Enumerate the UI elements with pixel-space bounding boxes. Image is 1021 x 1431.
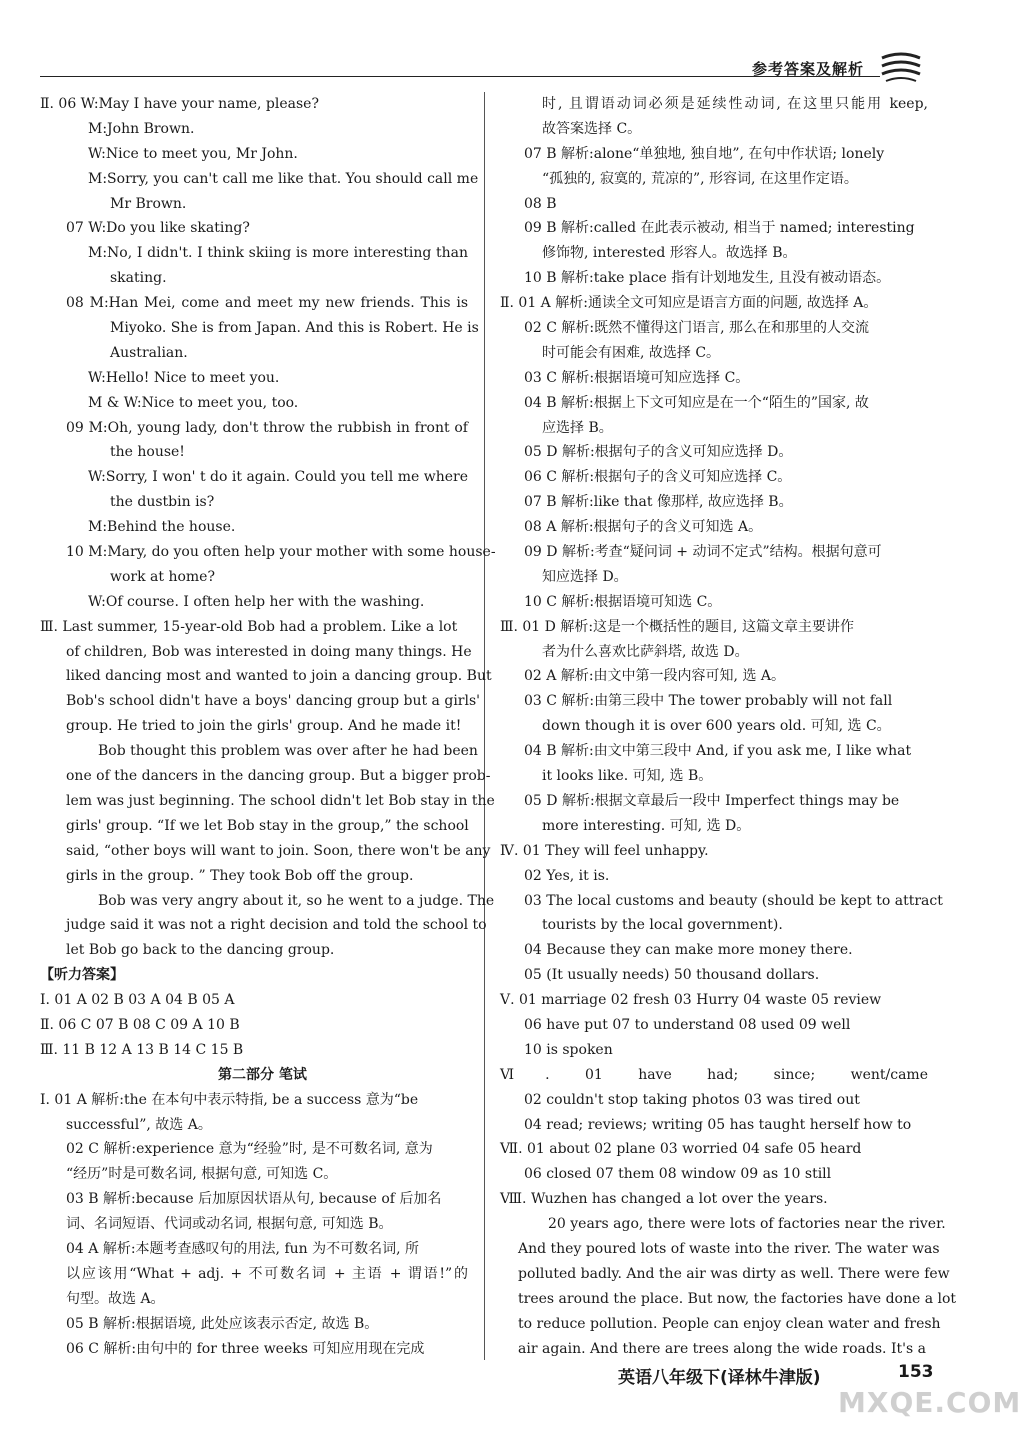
text-line: 故答案选择 C。 xyxy=(542,120,642,137)
book-stack-icon xyxy=(880,48,922,86)
text-line: 10 B 解析:take place 指有计划地发生, 且没有被动语态。 xyxy=(524,270,891,287)
text-line: 09 M:Oh, young lady, don't throw the rubbish in front of xyxy=(66,419,468,436)
text-line: 06 C 解析:根据句子的含义可知应选择 C。 xyxy=(524,469,792,486)
text-line: 09 D 解析:考查“疑问词 + 动词不定式”结构。根据句意可 xyxy=(524,544,882,561)
text-line: 05 (It usually needs) 50 thousand dollars. xyxy=(524,967,820,984)
text-line: 20 years ago, there were lots of factories near the river. xyxy=(548,1216,946,1233)
text-line: 04 A 解析:本题考查感叹句的用法, fun 为不可数名词, 所 xyxy=(66,1240,420,1257)
text-line: “经历”时是可数名词, 根据句意, 可知选 C。 xyxy=(66,1166,338,1183)
text-line: 05 B 解析:根据语境, 此处应该表示否定, 故选 B。 xyxy=(66,1315,379,1332)
text-line: Australian. xyxy=(110,344,188,361)
text-line: down though it is over 600 years old. 可知, 选 C。 xyxy=(542,718,891,735)
header-title: 参考答案及解析 xyxy=(752,60,865,78)
text-line: it looks like. 可知, 选 B。 xyxy=(542,768,713,785)
text-line: 06 closed 07 them 08 window 09 as 10 still xyxy=(524,1166,832,1183)
text-line: Ⅲ. 01 D 解析:这是一个概括性的题目, 这篇文章主要讲作 xyxy=(500,618,854,635)
text-line: Ⅰ. 01 A 解析:the 在本句中表示特指, be a success 意为“be xyxy=(40,1091,419,1108)
text-line: Bob thought this problem was over after he had been xyxy=(98,743,478,760)
text-line: 06 C 解析:由句中的 for three weeks 可知应用现在完成 xyxy=(66,1340,425,1357)
text-line: let Bob go back to the dancing group. xyxy=(66,942,335,959)
text-line: 08 M:Han Mei, come and meet my new friends. This is xyxy=(66,295,468,312)
text-line: Mr Brown. xyxy=(110,195,187,212)
text-line: tourists by the local government). xyxy=(542,917,783,934)
text-line: 03 C 解析:根据语境可知应选择 C。 xyxy=(524,369,750,386)
text-line: 词、名词短语、代词或动名词, 根据句意, 可知选 B。 xyxy=(66,1216,393,1233)
text-line: 以应该用“What + adj. + 不可数名词 + 主语 + 谓语!”的 xyxy=(66,1265,468,1282)
text-line: 05 D 解析:根据文章最后一段中 Imperfect things may be xyxy=(524,792,900,809)
text-line: Ⅰ. 01 A 02 B 03 A 04 B 05 A xyxy=(40,992,235,1009)
text-line: girls in the group. ” They took Bob off the group. xyxy=(66,867,414,884)
text-line: Ⅱ. 06 W:May I have your name, please? xyxy=(40,96,319,112)
text-line: Bob's school didn't have a boys' dancing group but a girls' xyxy=(66,693,480,710)
text-line: trees around the place. But now, the factories have done a lot xyxy=(518,1290,957,1307)
text-line: 02 couldn't stop taking photos 03 was tired out xyxy=(524,1091,860,1108)
text-line: Ⅲ. 11 B 12 A 13 B 14 C 15 B xyxy=(40,1041,244,1058)
text-line: Ⅵ. 01 have had; since; went/came xyxy=(500,1066,928,1083)
header-rule xyxy=(40,76,880,77)
text-line: 02 C 解析:experience 意为“经验”时, 是不可数名词, 意为 xyxy=(66,1141,433,1158)
text-line: And they poured lots of waste into the river. The water was xyxy=(518,1240,940,1257)
text-line: judge said it was not a right decision and told the school to xyxy=(66,917,487,934)
text-line: 08 A 解析:根据句子的含义可知选 A。 xyxy=(524,519,763,536)
text-line: air again. And there are trees along the wide roads. It's a xyxy=(518,1340,926,1357)
text-line: 06 have put 07 to understand 08 used 09 well xyxy=(524,1016,851,1033)
text-line: M:Behind the house. xyxy=(88,519,236,536)
text-line: Ⅳ. 01 They will feel unhappy. xyxy=(500,842,709,859)
text-line: W:Of course. I often help her with the washing. xyxy=(88,593,425,610)
text-line: 07 W:Do you like skating? xyxy=(66,220,250,237)
text-line: the house! xyxy=(110,444,185,461)
text-line: W:Nice to meet you, Mr John. xyxy=(88,145,298,162)
text-line: 04 B 解析:根据上下文可知应是在一个“陌生的”国家, 故 xyxy=(524,394,869,411)
text-line: Ⅱ. 01 A 解析:通读全文可知应是语言方面的问题, 故选择 A。 xyxy=(500,295,878,312)
text-line: girls' group. “If we let Bob stay in the group,” the school xyxy=(66,817,469,834)
text-line: 修饰物, interested 形容人。故选择 B。 xyxy=(542,245,797,262)
column-divider xyxy=(484,92,485,1360)
left-column xyxy=(40,92,496,1361)
text-line: to reduce pollution. People can enjoy clean water and fresh xyxy=(518,1315,941,1332)
text-line: one of the dancers in the dancing group. But a bigger prob- xyxy=(66,768,491,785)
text-line: 07 B 解析:alone“单独地, 独自地”, 在句中作状语; lonely xyxy=(524,145,885,162)
text-line: 03 The local customs and beauty (should be kept to attract xyxy=(524,892,943,909)
text-line: group. He tried to join the girls' group. And he made it! xyxy=(66,718,462,735)
text-line: Ⅶ. 01 about 02 plane 03 worried 04 safe 05 heard xyxy=(500,1141,862,1158)
text-line: more interesting. 可知, 选 D。 xyxy=(542,817,751,834)
text-line: 08 B xyxy=(524,195,557,212)
text-line: skating. xyxy=(110,270,167,287)
text-line: 10 C 解析:根据语境可知选 C。 xyxy=(524,593,722,610)
text-line: 时可能会有困难, 故选择 C。 xyxy=(542,344,721,361)
text-line: “孤独的, 寂寞的, 荒凉的”, 形容词, 在这里作定语。 xyxy=(542,170,858,187)
text-line: M:Sorry, you can't call me like that. You should call me xyxy=(88,170,479,187)
text-line: 04 read; reviews; writing 05 has taught herself how to xyxy=(524,1116,912,1133)
page-header xyxy=(0,0,1000,92)
text-line: the dustbin is? xyxy=(110,494,215,511)
text-line: liked dancing most and wanted to join a dancing group. But xyxy=(66,668,492,685)
text-line: 【听力答案】 xyxy=(40,967,124,984)
text-line: successful”, 故选 A。 xyxy=(66,1116,212,1133)
text-line: 10 is spoken xyxy=(524,1041,613,1058)
watermark-text: MXQE.COM xyxy=(838,1386,1021,1419)
text-line: M:John Brown. xyxy=(88,120,195,137)
text-line: M & W:Nice to meet you, too. xyxy=(88,394,299,411)
footer-book-title: 英语八年级下(译林牛津版) xyxy=(618,1368,821,1388)
text-line: 02 A 解析:由文中第一段内容可知, 选 A。 xyxy=(524,668,786,685)
text-line: Miyoko. She is from Japan. And this is Robert. He is xyxy=(110,320,479,337)
text-line: 知应选择 D。 xyxy=(542,568,628,585)
text-line: 05 D 解析:根据句子的含义可知应选择 D。 xyxy=(524,444,793,461)
text-line: 10 M:Mary, do you often help your mother with some house- xyxy=(66,544,496,561)
text-line: 第二部分 笔试 xyxy=(218,1066,307,1083)
text-line: 者为什么喜欢比萨斜塔, 故选 D。 xyxy=(542,643,749,660)
text-line: Ⅷ. Wuzhen has changed a lot over the years. xyxy=(500,1191,828,1208)
text-line: said, “other boys will want to join. Soon, there won't be any xyxy=(66,842,491,859)
text-line: 时, 且谓语动词必须是延续性动词, 在这里只能用 keep, xyxy=(542,96,928,112)
text-line: 02 C 解析:既然不懂得这门语言, 那么在和那里的人交流 xyxy=(524,320,870,337)
text-line: Ⅲ. Last summer, 15-year-old Bob had a problem. Like a lot xyxy=(40,618,458,635)
text-line: 02 Yes, it is. xyxy=(524,867,610,884)
text-line: Bob was very angry about it, so he went to a judge. The xyxy=(98,892,495,909)
text-line: 07 B 解析:like that 像那样, 故应选择 B。 xyxy=(524,494,793,511)
text-line: of children, Bob was interested in doing many things. He xyxy=(66,643,472,660)
text-line: work at home? xyxy=(110,568,215,585)
text-line: polluted badly. And the air was dirty as well. There were few xyxy=(518,1265,950,1282)
text-line: 04 Because they can make more money there. xyxy=(524,942,853,959)
page-number: 153 xyxy=(898,1362,934,1382)
text-line: W:Sorry, I won' t do it again. Could you tell me where xyxy=(88,469,468,486)
text-line: W:Hello! Nice to meet you. xyxy=(88,369,280,386)
text-line: 09 B 解析:called 在此表示被动, 相当于 named; interesting xyxy=(524,220,915,237)
text-line: 03 B 解析:because 后加原因状语从句, because of 后加名 xyxy=(66,1191,442,1208)
text-line: 03 C 解析:由第三段中 The tower probably will not fall xyxy=(524,693,893,710)
right-column xyxy=(500,92,957,1361)
text-line: 04 B 解析:由文中第三段中 And, if you ask me, I like what xyxy=(524,743,912,760)
text-line: Ⅴ. 01 marriage 02 fresh 03 Hurry 04 waste 05 review xyxy=(500,992,882,1009)
text-line: 应选择 B。 xyxy=(542,419,613,436)
text-line: 句型。故选 A。 xyxy=(66,1290,165,1307)
text-line: Ⅱ. 06 C 07 B 08 C 09 A 10 B xyxy=(40,1016,240,1033)
text-line: M:No, I didn't. I think skiing is more interesting than xyxy=(88,245,468,262)
text-line: lem was just beginning. The school didn't let Bob stay in the xyxy=(66,792,495,809)
